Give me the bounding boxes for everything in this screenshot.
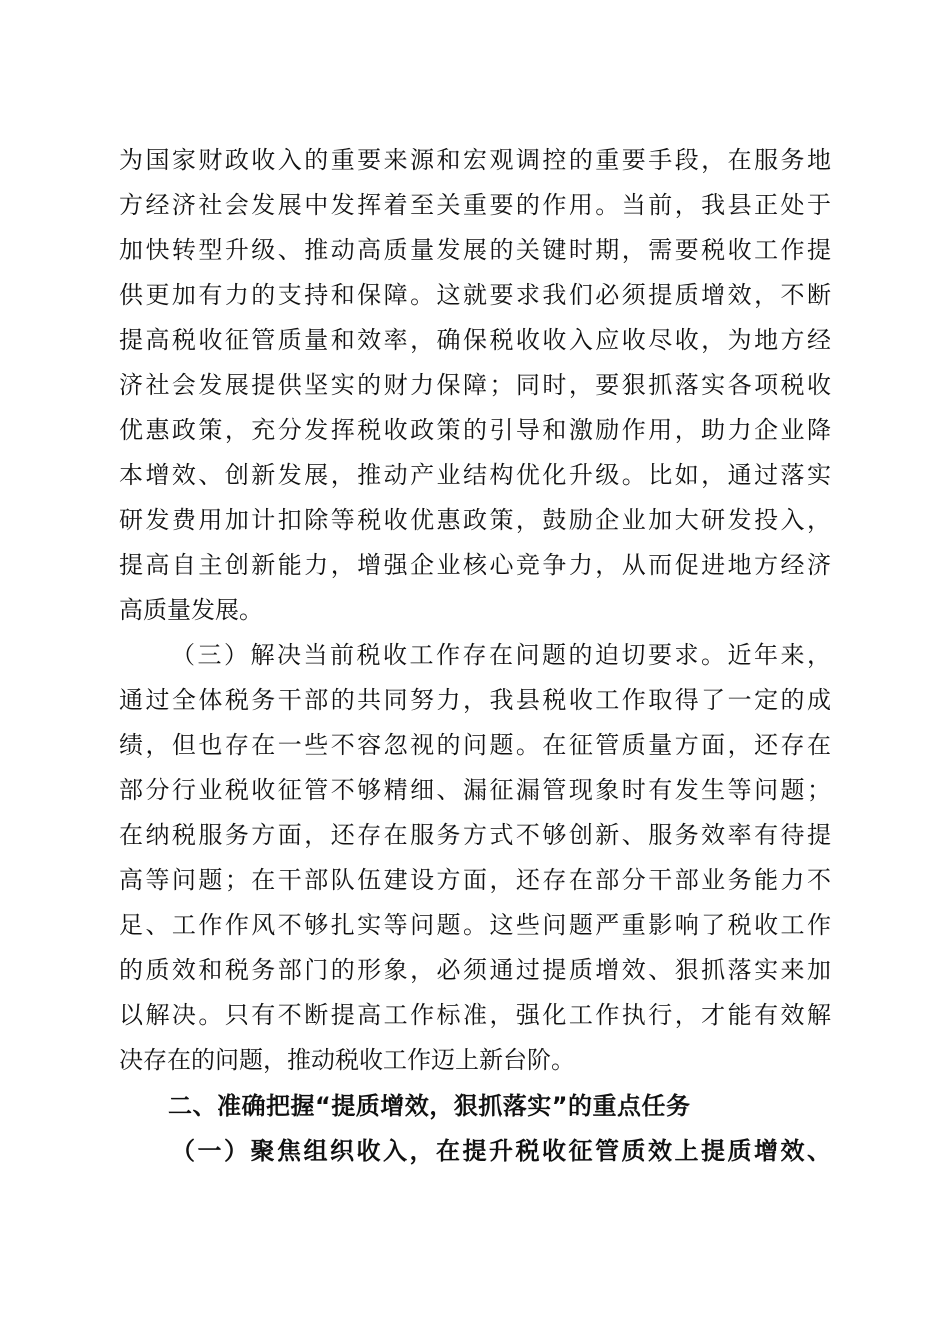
paragraph-1-line: 为国家财政收入的重要来源和宏观调控的重要手段，在服务地: [119, 146, 831, 174]
paragraph-2-line: 在纳税服务方面，还存在服务方式不够创新、服务效率有待提: [119, 821, 831, 849]
paragraph-1-line: 方经济社会发展中发挥着至关重要的作用。当前，我县正处于: [119, 191, 831, 219]
paragraph-1-line: 研发费用加计扣除等税收优惠政策，鼓励企业加大研发投入，: [119, 506, 831, 534]
paragraph-2-line: 部分行业税收征管不够精细、漏征漏管现象时有发生等问题；: [119, 776, 831, 804]
paragraph-2-line: 足、工作作风不够扎实等问题。这些问题严重影响了税收工作: [119, 911, 831, 939]
section-heading: 二、准确把握“提质增效，狠抓落实”的重点任务: [168, 1092, 691, 1120]
paragraph-1-line: 提高自主创新能力，增强企业核心竞争力，从而促进地方经济: [119, 551, 831, 579]
paragraph-2-line: 的质效和税务部门的形象，必须通过提质增效、狠抓落实来加: [119, 956, 831, 984]
paragraph-1-line: 优惠政策，充分发挥税收政策的引导和激励作用，助力企业降: [119, 416, 831, 444]
paragraph-1-line: 加快转型升级、推动高质量发展的关键时期，需要税收工作提: [119, 236, 831, 264]
paragraph-1-line-last: 高质量发展。: [119, 596, 263, 624]
subsection-heading: （一）聚焦组织收入，在提升税收征管质效上提质增效、: [171, 1136, 831, 1165]
paragraph-1-line: 本增效、创新发展，推动产业结构优化升级。比如，通过落实: [119, 461, 831, 489]
paragraph-1-line: 提高税收征管质量和效率，确保税收收入应收尽收，为地方经: [119, 326, 831, 354]
paragraph-2-line: 以解决。只有不断提高工作标准，强化工作执行，才能有效解: [119, 1001, 831, 1029]
paragraph-2-line: 绩，但也存在一些不容忽视的问题。在征管质量方面，还存在: [119, 731, 831, 759]
paragraph-2-first-line: （三）解决当前税收工作存在问题的迫切要求。近年来，: [171, 641, 831, 669]
paragraph-2-line: 通过全体税务干部的共同努力，我县税收工作取得了一定的成: [119, 686, 831, 714]
paragraph-1-line: 济社会发展提供坚实的财力保障；同时，要狠抓落实各项税收: [119, 371, 831, 399]
paragraph-1-line: 供更加有力的支持和保障。这就要求我们必须提质增效，不断: [119, 281, 831, 309]
paragraph-2-line-last: 决存在的问题，推动税收工作迈上新台阶。: [119, 1046, 575, 1074]
paragraph-2-line: 高等问题；在干部队伍建设方面，还存在部分干部业务能力不: [119, 866, 831, 894]
